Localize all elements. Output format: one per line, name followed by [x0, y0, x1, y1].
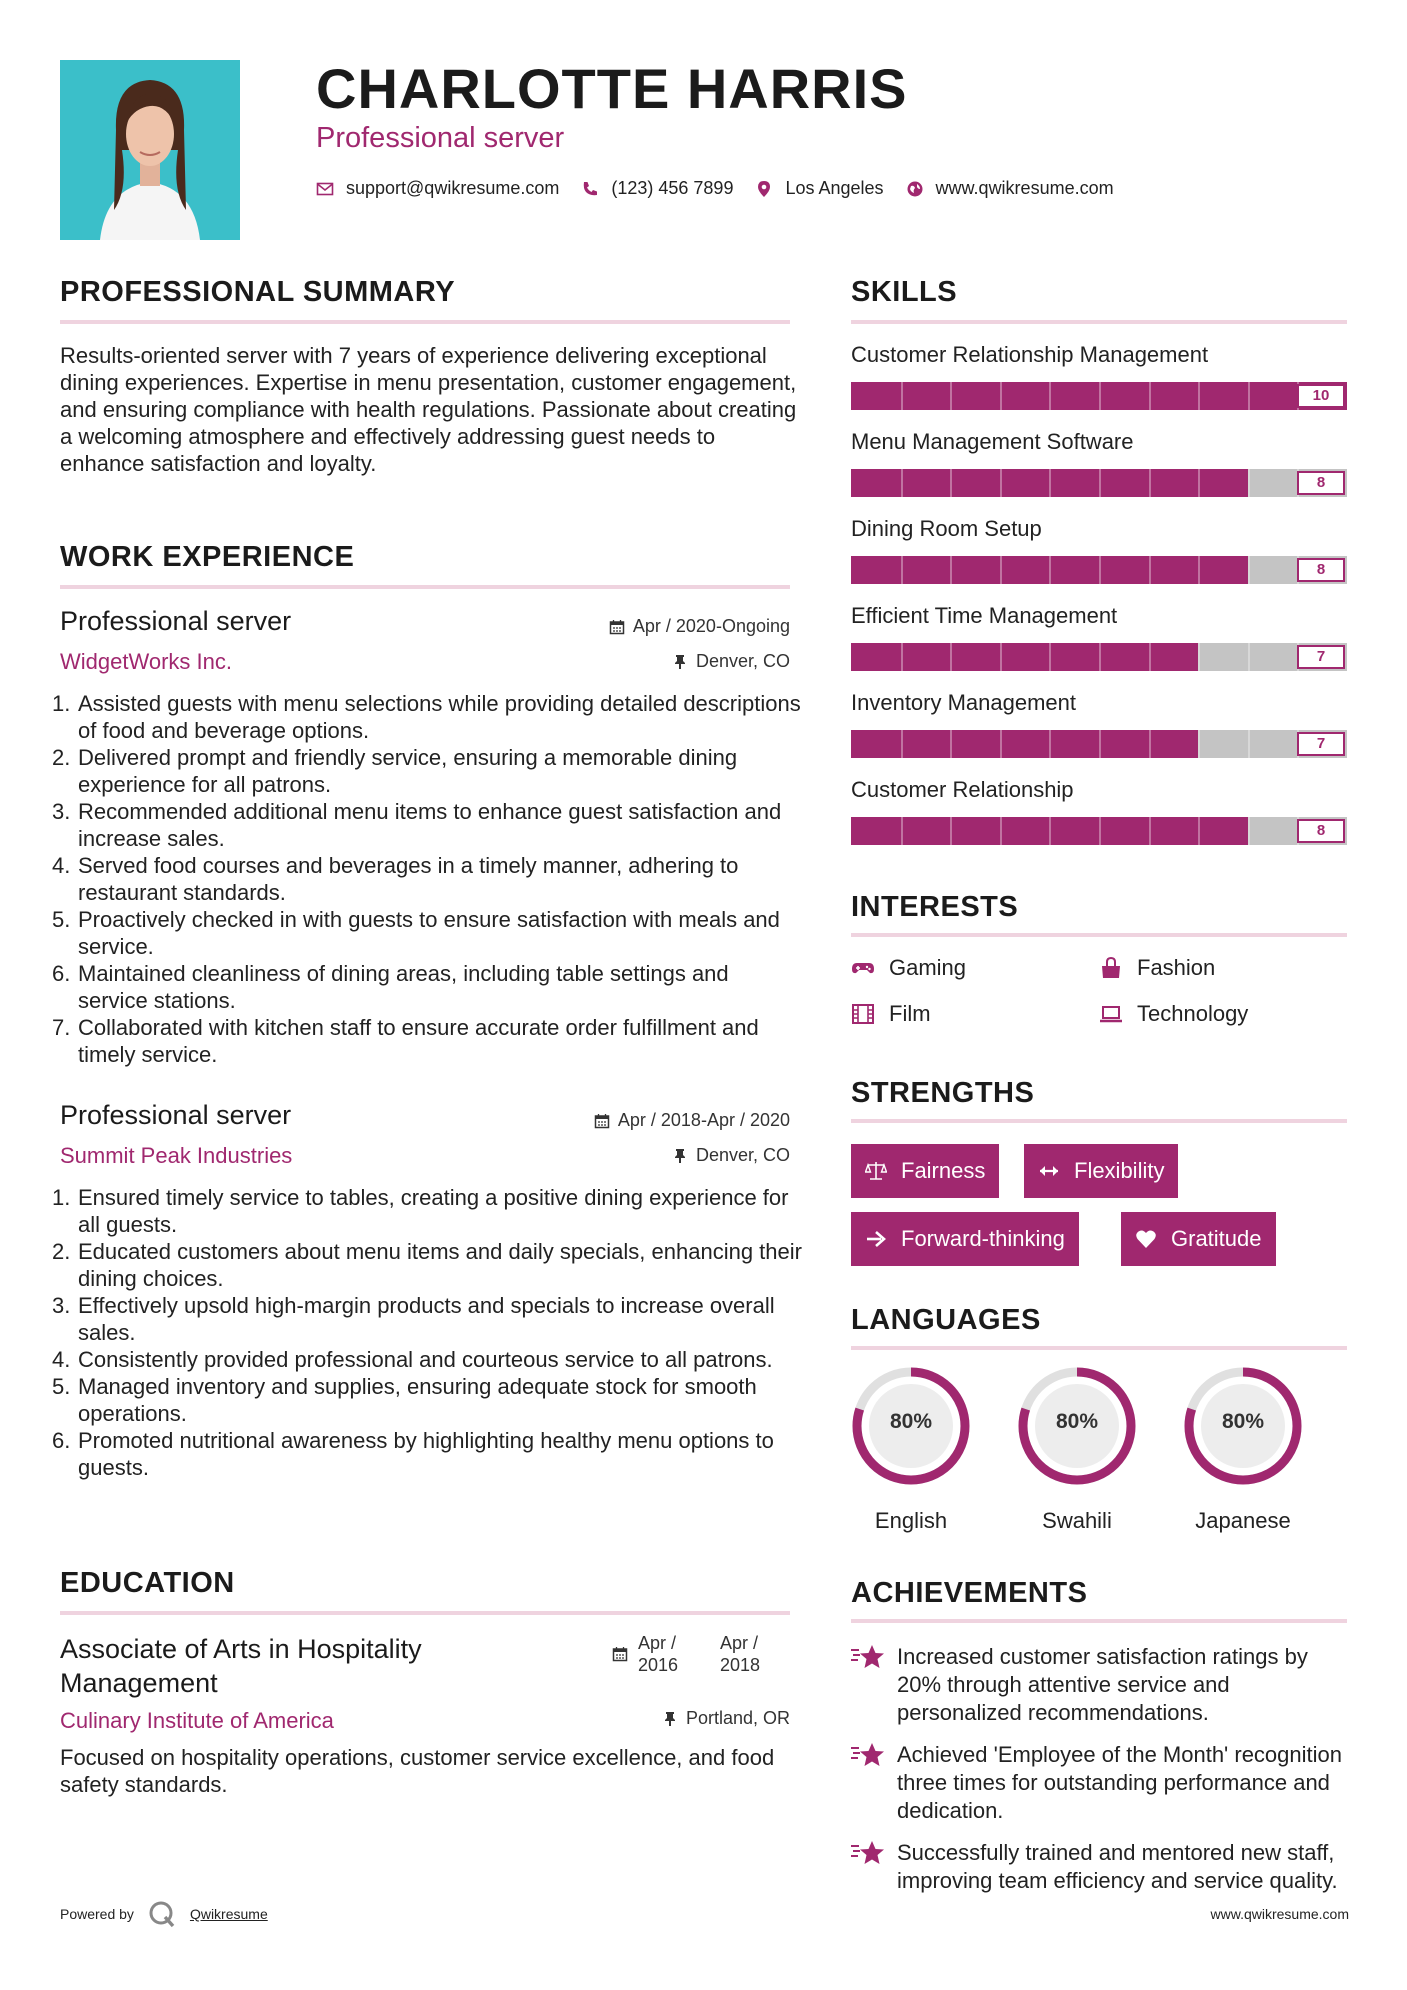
interest-label: Fashion: [1137, 955, 1216, 980]
skill-bar-segment: [901, 730, 903, 758]
balance-scale-icon: [865, 1160, 887, 1182]
interest-gaming: [851, 955, 966, 981]
calendar-icon: [594, 1113, 610, 1129]
skill-bar-segment: [1049, 730, 1051, 758]
list-item: 3. Recommended additional menu items to enhance guest satisfaction and increase sales.: [52, 799, 782, 851]
achievement-text: Successfully trained and mentored new staff, improving team efficiency and service quality.: [897, 1840, 1338, 1893]
strengths-heading: STRENGTHS: [851, 1077, 1035, 1109]
list-item: 7. Collaborated with kitchen staff to ensure accurate order fulfillment and timely service.: [52, 1015, 759, 1067]
laptop-icon: [1099, 1002, 1123, 1026]
company-name: WidgetWorks Inc.: [60, 649, 232, 674]
skill-bar-segment: [1000, 643, 1002, 671]
skill-bar-segment: [1248, 556, 1250, 584]
languages-heading: LANGUAGES: [851, 1304, 1041, 1336]
skill-bar-segment: [1000, 469, 1002, 497]
candidate-name: CHARLOTTE HARRIS: [316, 57, 908, 120]
interest-fashion: [1099, 955, 1215, 981]
contact-phone[interactable]: [581, 178, 733, 199]
pushpin-icon: [662, 1711, 678, 1727]
interest-film: [851, 1001, 931, 1027]
language-name: Swahili: [1042, 1508, 1112, 1533]
map-pin-icon: [755, 180, 773, 198]
skill-bar-segment: [1248, 730, 1250, 758]
job-location: [672, 651, 790, 672]
achievement-text: Achieved 'Employee of the Month' recognition three times for outstanding performance and dedication.: [897, 1742, 1342, 1823]
skill-bar-segment: [901, 556, 903, 584]
skill-bar-segment: [1099, 382, 1101, 410]
education-location: [662, 1708, 790, 1729]
arrow-right-icon: [865, 1228, 887, 1250]
skill-bar-segment: [1149, 643, 1151, 671]
interest-label: Technology: [1137, 1001, 1249, 1026]
job-location-text: Denver, CO: [695, 1145, 790, 1165]
skill-name: Dining Room Setup: [851, 516, 1042, 541]
skills-divider: [851, 320, 1347, 324]
skill-bar-segment: [901, 817, 903, 845]
skill-name: Customer Relationship Management: [851, 342, 1209, 367]
skill-bar-segment: [1149, 469, 1151, 497]
list-item: 6. Promoted nutritional awareness by highlighting healthy menu options to guests.: [52, 1428, 774, 1480]
strength-badge: [851, 1212, 1079, 1266]
skill-bar-segment: [1198, 817, 1200, 845]
language-item: [1181, 1364, 1305, 1533]
footer-website[interactable]: www.qwikresume.com: [1210, 1906, 1349, 1922]
skill-bar: [851, 556, 1347, 584]
skill-bar-segment: [1099, 469, 1101, 497]
strength-badge: [1121, 1212, 1276, 1266]
skill-bar: [851, 382, 1347, 410]
skill-bar-segment: [1248, 817, 1250, 845]
skill-bar-segment: [1049, 817, 1051, 845]
skill-bar-segment: [1099, 556, 1101, 584]
skill-bar-fill: [851, 643, 1198, 671]
qwikresume-link[interactable]: Qwikresume: [189, 1906, 268, 1922]
list-item: 5. Managed inventory and supplies, ensuring adequate stock for smooth operations.: [52, 1374, 757, 1426]
skill-bar-segment: [950, 817, 952, 845]
list-item: 1. Assisted guests with menu selections while providing detailed descriptions of food and beverage options.: [52, 691, 801, 743]
shopping-bag-icon: [1099, 956, 1123, 980]
strengths-divider: [851, 1119, 1347, 1123]
skill-bar-segment: [901, 643, 903, 671]
language-item: [1015, 1364, 1139, 1533]
skill-bar-segment: [901, 382, 903, 410]
summary-heading: PROFESSIONAL SUMMARY: [60, 276, 456, 308]
summary-divider: [60, 320, 790, 324]
skill-bar-fill: [851, 730, 1198, 758]
language-item: [849, 1364, 973, 1533]
degree-title: Associate of Arts in Hospitality Management: [60, 1634, 422, 1698]
powered-by: [60, 1900, 268, 1928]
skill-bar-segment: [1099, 643, 1101, 671]
skill-bar-segment: [1099, 730, 1101, 758]
achievements-heading: ACHIEVEMENTS: [851, 1577, 1088, 1609]
email-text: support@qwikresume.com: [346, 178, 560, 198]
pushpin-icon: [672, 1148, 688, 1164]
pushpin-icon: [672, 654, 688, 670]
languages-divider: [851, 1346, 1347, 1350]
contact-location: [755, 178, 883, 199]
skill-bar-segment: [1000, 817, 1002, 845]
list-item: 4. Served food courses and beverages in a timely manner, adhering to restaurant standards.: [52, 853, 739, 905]
skill-score: 10: [1297, 384, 1345, 408]
language-percent: 80%: [889, 1410, 933, 1433]
website-text: www.qwikresume.com: [935, 178, 1114, 198]
skill-bar-segment: [1149, 730, 1151, 758]
list-item: 2. Educated customers about menu items and daily specials, enhancing their dining choices.: [52, 1239, 802, 1291]
skill-bar-segment: [1000, 730, 1002, 758]
heart-icon: [1135, 1228, 1157, 1250]
skill-bar-segment: [1198, 556, 1200, 584]
education-dates: [612, 1632, 802, 1676]
strength-badge: [851, 1144, 999, 1198]
job-dates-text: Apr / 2018-Apr / 2020: [617, 1110, 790, 1130]
list-item: 1. Ensured timely service to tables, creating a positive dining experience for all guests.: [52, 1185, 789, 1237]
skill-bar-segment: [1000, 382, 1002, 410]
star-icon: [851, 1839, 885, 1867]
summary-text: Results-oriented server with 7 years of experience delivering exceptional dining experiences. Expertise in menu presentation, customer engagement, and ensuring compliance with health regulations. Passionate about creating a welcoming atmosphere and effectively addressing guest needs to enhance satisfaction and loyalty.: [60, 343, 797, 476]
job-dates: [594, 1110, 790, 1131]
education-description: Focused on hospitality operations, customer service excellence, and food safety standards.: [60, 1745, 775, 1797]
skill-bar-segment: [1000, 556, 1002, 584]
job-location: [672, 1145, 790, 1166]
skill-bar-segment: [1099, 817, 1101, 845]
envelope-icon: [316, 180, 334, 198]
skill-score: 8: [1297, 471, 1345, 495]
skill-bar-segment: [1248, 643, 1250, 671]
skill-bar: [851, 469, 1347, 497]
skill-bar-segment: [1198, 730, 1200, 758]
skill-bar-segment: [1248, 382, 1250, 410]
skill-bar: [851, 730, 1347, 758]
skill-score: 8: [1297, 819, 1345, 843]
phone-text: (123) 456 7899: [611, 178, 734, 198]
skills-heading: SKILLS: [851, 276, 958, 308]
film-icon: [851, 1002, 875, 1026]
job-dates-text: Apr / 2020-Ongoing: [632, 616, 790, 636]
skill-bar-segment: [1049, 556, 1051, 584]
strength-label: Gratitude: [1171, 1226, 1262, 1251]
skill-bar-segment: [1049, 469, 1051, 497]
qwikresume-logo-icon: [148, 1900, 176, 1928]
language-name: English: [874, 1508, 948, 1533]
skill-bar-segment: [950, 469, 952, 497]
list-item: 4. Consistently provided professional and courteous service to all patrons.: [52, 1347, 773, 1372]
star-icon: [851, 1741, 885, 1769]
job-duties-list: [52, 690, 802, 1068]
skill-name: Customer Relationship: [851, 777, 1074, 802]
star-icon: [851, 1643, 885, 1671]
skill-bar-segment: [1198, 469, 1200, 497]
contact-email[interactable]: [316, 178, 559, 199]
skill-score: 8: [1297, 558, 1345, 582]
job-title: Professional server: [60, 606, 292, 636]
skill-bar-segment: [950, 382, 952, 410]
skill-bar-segment: [950, 643, 952, 671]
skill-bar-segment: [1149, 556, 1151, 584]
job-duties-list: [52, 1184, 802, 1481]
achievement-text: Increased customer satisfaction ratings by 20% through attentive service and personalized recommendations.: [897, 1644, 1308, 1725]
skill-bar-segment: [950, 730, 952, 758]
experience-divider: [60, 585, 790, 589]
skill-name: Efficient Time Management: [851, 603, 1118, 628]
achievement-item: [851, 1643, 1351, 1727]
skill-bar-segment: [1049, 643, 1051, 671]
language-name: Japanese: [1195, 1508, 1291, 1533]
education-start: Apr / 2016: [638, 1633, 679, 1675]
skill-bar: [851, 643, 1347, 671]
achievement-item: [851, 1839, 1351, 1895]
skill-bar-segment: [1198, 643, 1200, 671]
job-title: Professional server: [60, 1100, 292, 1130]
profile-photo: [60, 60, 240, 240]
strength-label: Flexibility: [1074, 1158, 1165, 1183]
achievement-item: [851, 1741, 1351, 1825]
education-location-text: Portland, OR: [685, 1708, 790, 1728]
calendar-icon: [612, 1646, 628, 1662]
skill-bar-segment: [950, 556, 952, 584]
interests-heading: INTERESTS: [851, 891, 1019, 923]
list-item: 2. Delivered prompt and friendly service, ensuring a memorable dining experience for all patrons.: [52, 745, 738, 797]
skill-name: Menu Management Software: [851, 429, 1134, 454]
education-heading: EDUCATION: [60, 1567, 235, 1599]
interest-label: Gaming: [889, 955, 967, 980]
company-name: Summit Peak Industries: [60, 1143, 293, 1168]
skill-name: Inventory Management: [851, 690, 1077, 715]
phone-icon: [581, 180, 599, 198]
experience-heading: WORK EXPERIENCE: [60, 541, 355, 573]
interest-label: Film: [889, 1001, 931, 1026]
powered-by-label: Powered by: [60, 1906, 134, 1922]
location-text: Los Angeles: [785, 178, 884, 198]
interests-divider: [851, 933, 1347, 937]
list-item: 3. Effectively upsold high-margin products and specials to increase overall sales.: [52, 1293, 775, 1345]
job-dates: [609, 616, 790, 637]
achievements-divider: [851, 1619, 1347, 1623]
skill-bar-segment: [1248, 469, 1250, 497]
strength-badge: [1024, 1144, 1178, 1198]
globe-icon: [906, 180, 924, 198]
contact-bar: [316, 178, 1136, 199]
calendar-icon: [609, 619, 625, 635]
strength-label: Fairness: [901, 1158, 986, 1183]
arrows-horizontal-icon: [1038, 1160, 1060, 1182]
skill-score: 7: [1297, 732, 1345, 756]
school-name: Culinary Institute of America: [60, 1708, 334, 1733]
skill-bar-segment: [1198, 382, 1200, 410]
language-percent: 80%: [1221, 1410, 1265, 1433]
education-divider: [60, 1611, 790, 1615]
job-location-text: Denver, CO: [695, 651, 790, 671]
education-end: Apr / 2018: [720, 1633, 761, 1675]
skill-bar-segment: [901, 469, 903, 497]
skill-bar-segment: [1149, 382, 1151, 410]
language-percent: 80%: [1055, 1410, 1099, 1433]
list-item: 6. Maintained cleanliness of dining areas, including table settings and service stations.: [52, 961, 729, 1013]
gamepad-icon: [851, 956, 875, 980]
strength-label: Forward-thinking: [901, 1226, 1065, 1251]
skill-bar-segment: [1149, 817, 1151, 845]
skill-bar: [851, 817, 1347, 845]
skill-score: 7: [1297, 645, 1345, 669]
interest-technology: [1099, 1001, 1248, 1027]
contact-website[interactable]: [906, 178, 1114, 199]
list-item: 5. Proactively checked in with guests to ensure satisfaction with meals and service.: [52, 907, 780, 959]
candidate-title: Professional server: [316, 122, 565, 154]
skill-bar-segment: [1049, 382, 1051, 410]
